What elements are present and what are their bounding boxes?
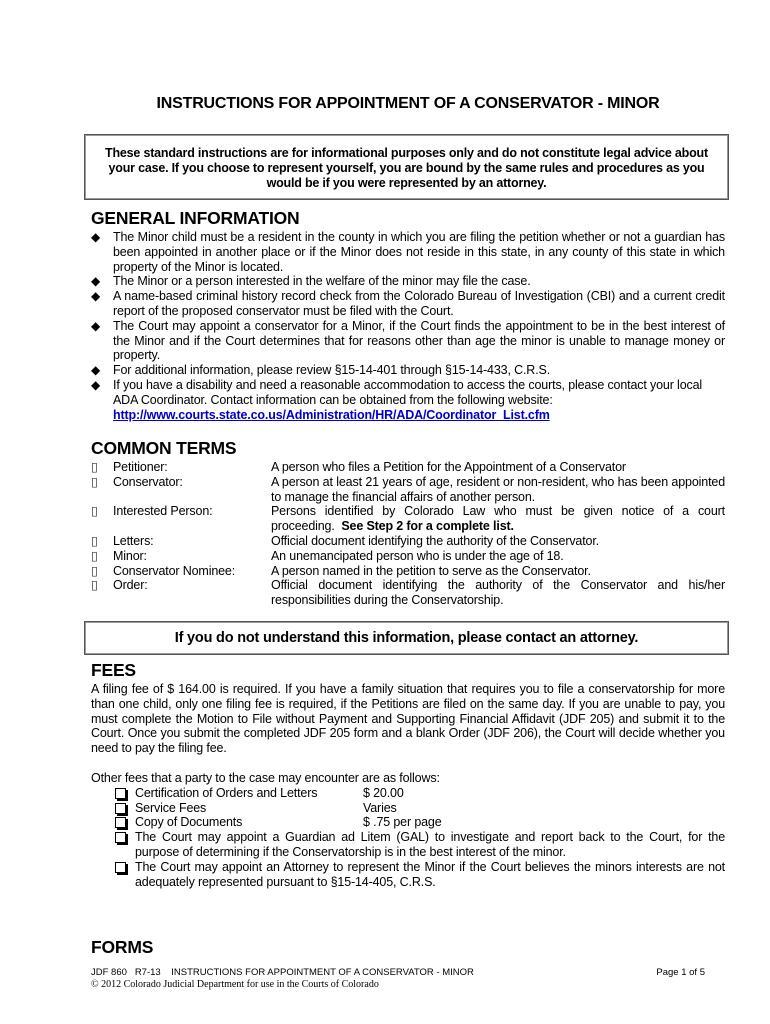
box-bullet-icon: ▯ xyxy=(91,460,98,474)
list-item: ◆ The Minor child must be a resident in the county in which you are filing the petition whether or not a guardian has been appointed in another place or if the Minor does not reside in this state, in any county of this state in which property of the Minor is located. xyxy=(91,230,725,274)
term-row: ▯ Conservator: A person at least 21 years of age, resident or non-resident, who has been appointed to manage the financial affairs of another person. xyxy=(91,474,725,504)
term-row: ▯ Order: Official document identifying the authority of the Conservator and his/her responsibilities during the Conservatorship. xyxy=(91,578,725,608)
list-item: ◆ The Minor or a person interested in the welfare of the minor may file the case. xyxy=(91,274,531,289)
other-fees-intro: Other fees that a party to the case may encounter are as follows: xyxy=(91,770,440,785)
fee-note: The Court may appoint an Attorney to represent the Minor if the Court believes the minors interests are not adequately represented pursuant to §15-14-405, C.R.S. xyxy=(115,860,725,890)
box-bullet-icon: ▯ xyxy=(91,548,98,563)
box-bullet-icon: ▯ xyxy=(91,474,98,489)
general-information-list xyxy=(91,230,725,422)
diamond-bullet-icon: ◆ xyxy=(91,363,101,378)
general-information-section xyxy=(91,208,725,422)
page-footer xyxy=(91,967,725,991)
forms-section xyxy=(91,937,725,958)
term-row: ▯ Interested Person: Persons identified by Colorado Law who must be given notice of a court proceeding. See Step 2 for a complete list. xyxy=(91,504,725,534)
terms-list xyxy=(91,460,725,608)
term-row: ▯ Minor: An unemancipated person who is under the age of 18. xyxy=(91,548,564,563)
page-title: INSTRUCTIONS FOR APPOINTMENT OF A CONSERVATOR - MINOR xyxy=(156,95,660,112)
box-bullet-icon: ▯ xyxy=(91,563,98,578)
forms-heading: FORMS xyxy=(91,937,154,957)
fee-item: Certification of Orders and Letters $ 20.00 xyxy=(115,786,725,801)
fees-section xyxy=(91,660,725,889)
checkbox-bullet-icon xyxy=(115,832,126,843)
list-item: ◆ The Court may appoint a conservator for a Minor, if the Court finds the appointment to be in the best interest of the Minor and if the Court determines that for reasons other than age the minor is unable to manage money or property. xyxy=(91,318,725,363)
box-bullet-icon: ▯ xyxy=(91,578,98,593)
contact-attorney-notice: If you do not understand this information, please contact an attorney. xyxy=(84,621,729,655)
fees-paragraph: A filing fee of $ 164.00 is required. If you have a family situation that requires you to file a conservatorship for more than one child, only one filing fee is required, if the Petitions are filed on the same day. If you are unable to pay, you must complete the Motion to File without Payment and Supporting Financial Affidavit (JDF 205) and submit it to the Court. Once you submit the completed JDF 205 form and a blank Order (JDF 206), the Court will decide whether you need to pay the filing fee. xyxy=(91,682,725,756)
checkbox-bullet-icon xyxy=(115,803,126,814)
term-row: ▯ Petitioner: A person who files a Petition for the Appointment of a Conservator xyxy=(91,460,626,474)
diamond-bullet-icon: ◆ xyxy=(91,289,101,304)
list-item: ◆ For additional information, please review §15-14-401 through §15-14-433, C.R.S. xyxy=(91,363,551,378)
list-item: ◆ If you have a disability and need a reasonable accommodation to access the courts, please contact your local ADA Coordinator. Contact information can be obtained from the following website: http://www.courts.state.co.us/Administration/HR/ADA/Coordinator_List.cfm xyxy=(91,377,703,422)
term-row: ▯ Letters: Official document identifying the authority of the Conservator. xyxy=(91,533,600,548)
fee-note: The Court may appoint a Guardian ad Litem (GAL) to investigate and report back to the Court, for the purpose of determining if the Conservatorship is in the best interest of the minor. xyxy=(115,830,725,860)
diamond-bullet-icon: ◆ xyxy=(91,377,101,392)
diamond-bullet-icon: ◆ xyxy=(91,318,101,333)
fee-item: Copy of Documents $ .75 per page xyxy=(115,815,725,830)
box-bullet-icon: ▯ xyxy=(91,504,98,519)
diamond-bullet-icon: ◆ xyxy=(91,230,101,244)
checkbox-bullet-icon xyxy=(115,788,126,799)
fees-heading: FEES xyxy=(91,660,136,680)
checkbox-bullet-icon xyxy=(115,862,126,873)
box-bullet-icon: ▯ xyxy=(91,533,98,548)
copyright-notice: © 2012 Colorado Judicial Department for use in the Courts of Colorado xyxy=(91,979,379,990)
common-terms-heading: COMMON TERMS xyxy=(91,438,237,458)
fee-item: Service Fees Varies xyxy=(115,801,725,816)
other-fees-list xyxy=(91,786,725,890)
term-row: ▯ Conservator Nominee: A person named in the petition to serve as the Conservator. xyxy=(91,563,591,578)
list-item: ◆ A name-based criminal history record check from the Colorado Bureau of Investigation (CBI) and a current credit report of the proposed conservator must be filed with the Court. xyxy=(91,289,725,318)
form-identifier: JDF 860 R7-13 INSTRUCTIONS FOR APPOINTMENT OF A CONSERVATOR - MINOR xyxy=(91,967,474,978)
ada-coordinator-link[interactable]: http://www.courts.state.co.us/Administration/HR/ADA/Coordinator_List.cfm xyxy=(113,407,550,422)
diamond-bullet-icon: ◆ xyxy=(91,274,101,289)
disclaimer-box: These standard instructions are for informational purposes only and do not constitute legal advice about your case. If you choose to represent yourself, you are bound by the same rules and procedures as you would be if you were represented by an attorney. xyxy=(84,134,729,200)
checkbox-bullet-icon xyxy=(115,817,126,828)
common-terms-section xyxy=(91,438,725,608)
page-number: Page 1 of 5 xyxy=(656,967,705,978)
general-information-heading: GENERAL INFORMATION xyxy=(91,208,300,228)
